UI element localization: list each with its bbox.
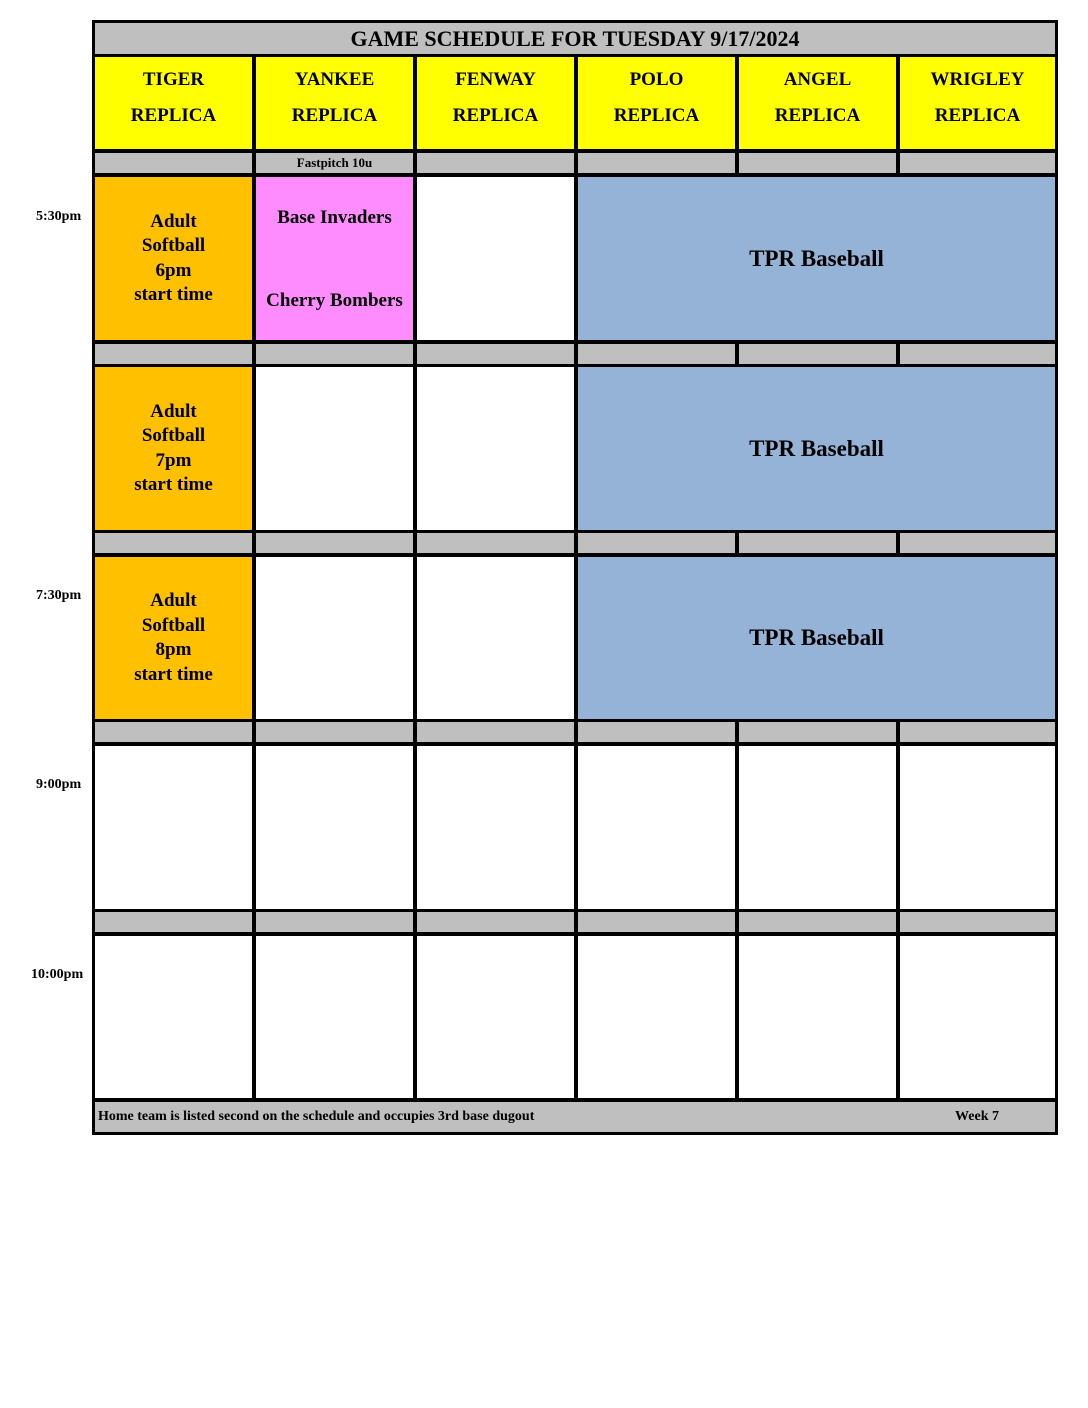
empty-cell xyxy=(739,936,896,1098)
empty-cell xyxy=(256,367,413,530)
separator-cell xyxy=(95,153,252,173)
field-sub: REPLICA xyxy=(774,105,861,126)
separator-cell xyxy=(739,533,896,553)
field-header-fenway xyxy=(417,57,574,149)
separator-cell xyxy=(739,153,896,173)
empty-cell xyxy=(739,746,896,909)
empty-cell xyxy=(417,177,574,340)
home-team: Cherry Bombers xyxy=(266,290,403,311)
empty-cell xyxy=(900,936,1055,1098)
separator-cell xyxy=(900,153,1055,173)
separator-cell xyxy=(578,912,735,932)
separator-cell xyxy=(256,912,413,932)
adult-softball-7pm xyxy=(95,367,252,530)
cell-line: Softball xyxy=(141,614,206,636)
time-label-900: 9:00pm xyxy=(36,777,82,792)
separator-cell xyxy=(95,722,252,742)
separator-cell xyxy=(578,533,735,553)
field-name: ANGEL xyxy=(783,69,852,90)
cell-line: Adult xyxy=(150,590,197,611)
tpr-baseball-block: TPR Baseball xyxy=(578,177,1055,340)
field-name: POLO xyxy=(629,69,684,90)
empty-cell xyxy=(256,746,413,909)
empty-cell xyxy=(417,557,574,719)
empty-cell xyxy=(256,936,413,1098)
separator-cell xyxy=(95,912,252,932)
separator-cell xyxy=(417,153,574,173)
separator-cell xyxy=(739,722,896,742)
separator-cell xyxy=(739,912,896,932)
field-name: YANKEE xyxy=(294,69,375,90)
cell-line: 7pm xyxy=(155,449,192,471)
separator-cell xyxy=(739,344,896,364)
empty-cell xyxy=(95,936,252,1098)
separator-cell xyxy=(900,344,1055,364)
fastpitch-game xyxy=(256,177,413,340)
cell-line: Softball xyxy=(141,235,206,256)
field-sub: REPLICA xyxy=(934,105,1021,126)
separator-cell xyxy=(417,912,574,932)
separator-cell xyxy=(95,533,252,553)
empty-cell xyxy=(578,746,735,909)
separator-cell xyxy=(95,344,252,364)
schedule-footer xyxy=(95,1102,1055,1132)
cell-line: start time xyxy=(134,284,213,305)
separator-cell xyxy=(578,344,735,364)
field-header-wrigley xyxy=(900,57,1055,149)
cell-line: 6pm xyxy=(155,259,192,281)
field-sub: REPLICA xyxy=(291,105,378,126)
separator-cell xyxy=(900,912,1055,932)
cell-line: Adult xyxy=(150,400,197,422)
cell-line: Adult xyxy=(150,210,197,232)
empty-cell xyxy=(417,746,574,909)
adult-softball-6pm xyxy=(95,177,252,340)
field-sub: REPLICA xyxy=(130,105,217,126)
away-team: Base Invaders xyxy=(277,207,392,228)
separator-cell xyxy=(417,722,574,742)
division-label: Fastpitch 10u xyxy=(256,153,413,173)
field-name: TIGER xyxy=(142,69,205,90)
cell-line: Softball xyxy=(141,425,206,446)
field-header-polo xyxy=(578,57,735,149)
tpr-baseball-block: TPR Baseball xyxy=(578,557,1055,719)
time-label-1000: 10:00pm xyxy=(31,967,84,982)
empty-cell xyxy=(417,936,574,1098)
field-header-angel xyxy=(739,57,896,149)
field-sub: REPLICA xyxy=(613,105,700,126)
adult-softball-8pm xyxy=(95,557,252,719)
separator-cell xyxy=(417,344,574,364)
separator-cell xyxy=(900,533,1055,553)
empty-cell xyxy=(900,746,1055,909)
field-sub: REPLICA xyxy=(452,105,539,126)
time-label-530: 5:30pm xyxy=(36,209,82,224)
separator-cell xyxy=(256,722,413,742)
field-name: WRIGLEY xyxy=(930,69,1025,90)
separator-cell xyxy=(256,533,413,553)
empty-cell xyxy=(95,746,252,909)
empty-cell xyxy=(256,557,413,719)
field-header-tiger xyxy=(95,57,252,149)
cell-line: start time xyxy=(134,663,213,685)
empty-cell xyxy=(578,936,735,1098)
field-name: FENWAY xyxy=(455,69,536,90)
empty-cell xyxy=(417,367,574,530)
home-team-note: Home team is listed second on the schedule and occupies 3rd base dugout xyxy=(98,1109,535,1124)
tpr-baseball-block: TPR Baseball xyxy=(578,367,1055,530)
schedule-title: GAME SCHEDULE FOR TUESDAY 9/17/2024 xyxy=(95,23,1055,54)
separator-cell xyxy=(417,533,574,553)
separator-cell xyxy=(578,722,735,742)
time-label-730: 7:30pm xyxy=(36,588,82,603)
week-label: Week 7 xyxy=(955,1109,999,1124)
separator-cell xyxy=(578,153,735,173)
cell-line: start time xyxy=(134,474,213,495)
separator-cell xyxy=(900,722,1055,742)
field-header-yankee xyxy=(256,57,413,149)
schedule-table xyxy=(92,20,1058,1135)
separator-cell xyxy=(256,344,413,364)
cell-line: 8pm xyxy=(155,639,192,660)
